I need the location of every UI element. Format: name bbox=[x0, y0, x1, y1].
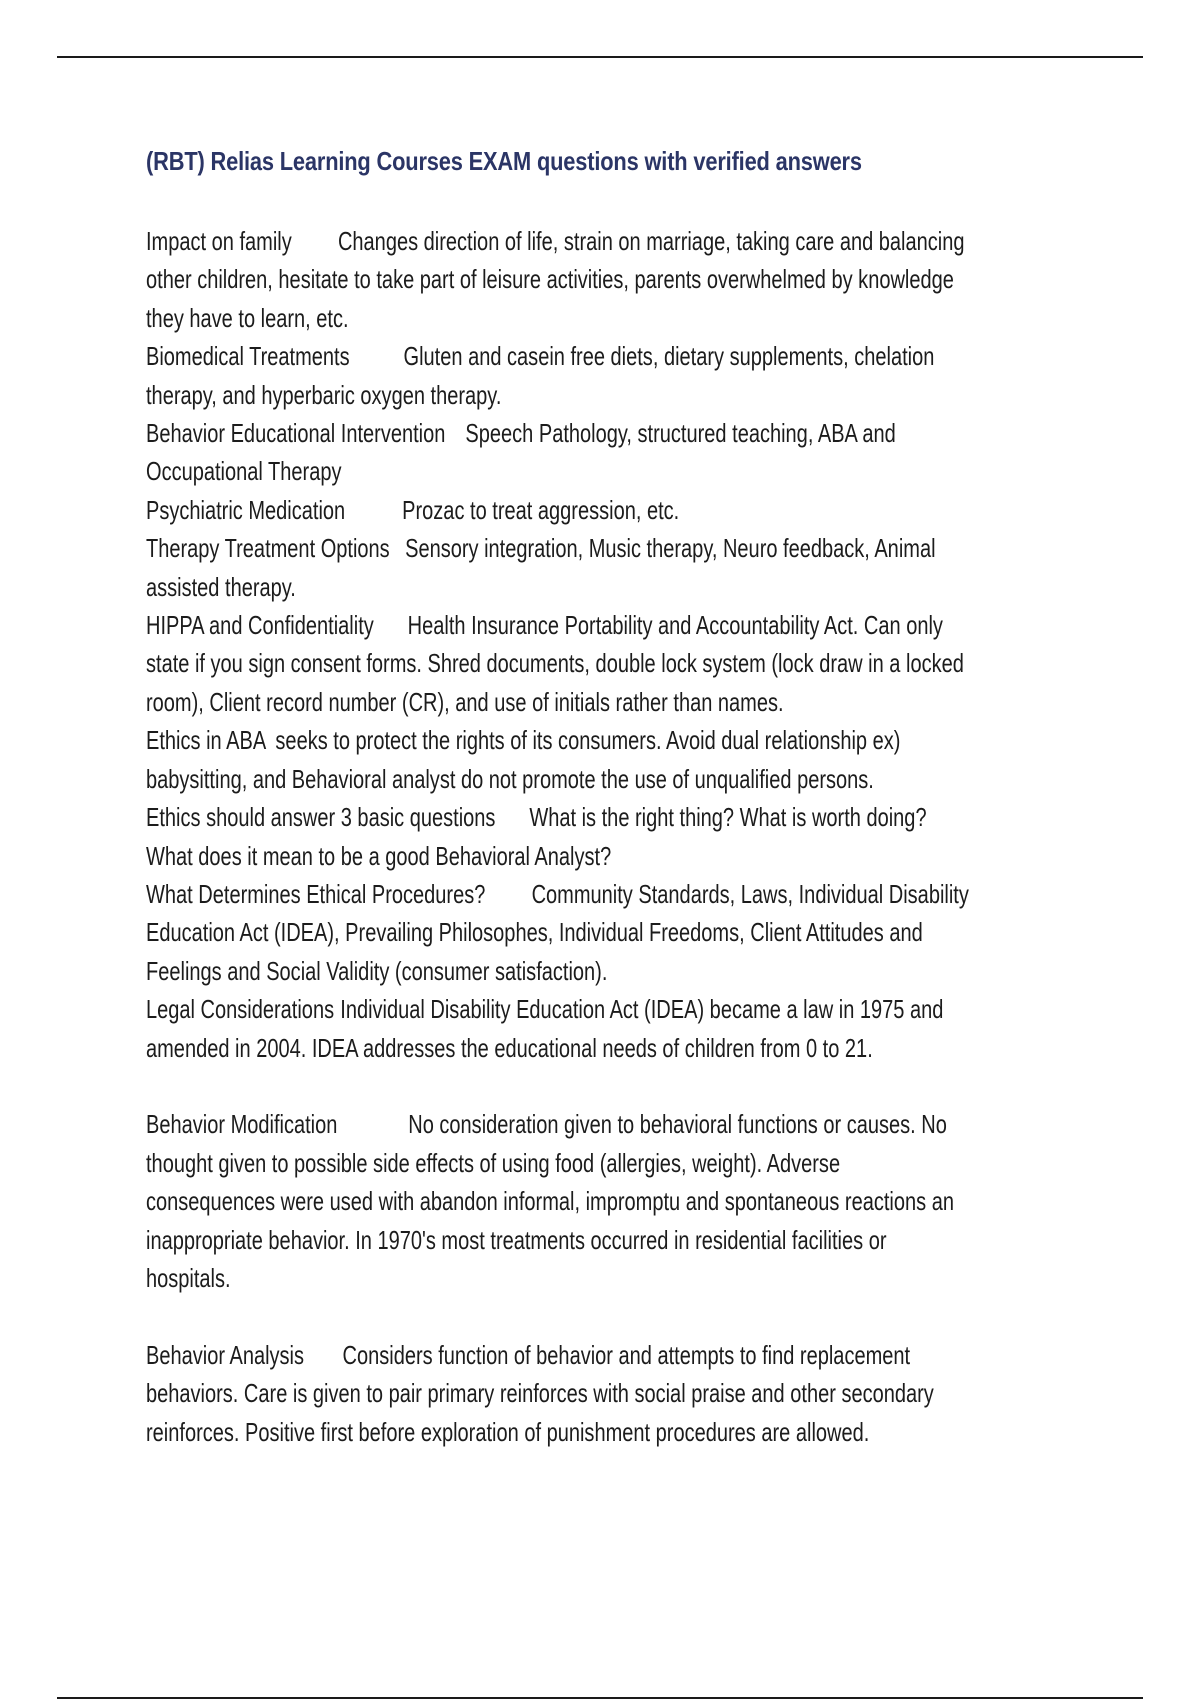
entry-definition-line: Occupational Therapy bbox=[146, 456, 342, 487]
entry-term: Behavior Analysis bbox=[146, 1339, 305, 1370]
top-divider bbox=[57, 56, 1143, 58]
entry-term: Behavior Modification bbox=[146, 1109, 338, 1140]
entry-definition-line: What does it mean to be a good Behavioral Analyst? bbox=[146, 840, 612, 871]
entry-term: Ethics in ABA bbox=[146, 725, 267, 756]
entry-definition-line: Education Act (IDEA), Prevailing Philosophes, Individual Freedoms, Client Attitudes and bbox=[146, 917, 923, 948]
entry-psychiatric-medication bbox=[146, 491, 1070, 529]
entry-definition-line: room), Client record number (CR), and use of initials rather than names. bbox=[146, 686, 784, 717]
entry-hippa-and-confidentiality bbox=[146, 606, 1070, 721]
entry-definition-line: Prozac to treat aggression, etc. bbox=[402, 494, 680, 525]
entry-term: Therapy Treatment Options bbox=[146, 533, 390, 564]
entry-behavior-educational-intervention bbox=[146, 414, 1070, 491]
document-body bbox=[146, 222, 1070, 1451]
entry-term: Impact on family bbox=[146, 226, 292, 256]
entry-biomedical-treatments bbox=[146, 337, 1070, 414]
entry-term: HIPPA and Confidentiality bbox=[146, 610, 374, 641]
entry-definition-line: seeks to protect the rights of its consumers. Avoid dual relationship ex) bbox=[275, 725, 901, 756]
entry-definition-line: therapy, and hyperbaric oxygen therapy. bbox=[146, 379, 502, 410]
entry-therapy-treatment-options bbox=[146, 529, 1070, 606]
entry-ethics-in-aba bbox=[146, 721, 1070, 798]
entry-definition-line: reinforces. Positive first before exploration of punishment procedures are allowed. bbox=[146, 1416, 870, 1447]
entry-legal-considerations bbox=[146, 990, 1070, 1067]
entry-definition-line: Health Insurance Portability and Accountability Act. Can only bbox=[407, 610, 943, 641]
entry-behavior-analysis bbox=[146, 1336, 1070, 1451]
entry-definition-line: consequences were used with abandon informal, impromptu and spontaneous reactions an bbox=[146, 1186, 954, 1217]
entry-behavior-modification bbox=[146, 1105, 1070, 1297]
entry-definition-line: Individual Disability Education Act (IDEA) became a law in 1975 and bbox=[340, 994, 944, 1025]
entry-ethical-procedures bbox=[146, 875, 1070, 990]
entry-definition-line: hospitals. bbox=[146, 1262, 231, 1293]
entry-definition-line: behaviors. Care is given to pair primary reinforces with social praise and other secondary bbox=[146, 1378, 934, 1409]
entry-definition-line: babysitting, and Behavioral analyst do not promote the use of unqualified persons. bbox=[146, 763, 874, 794]
entry-definition-line: assisted therapy. bbox=[146, 571, 296, 602]
entry-definition-line: they have to learn, etc. bbox=[146, 302, 349, 333]
page-title: (RBT) Relias Learning Courses EXAM questions with verified answers bbox=[146, 146, 862, 176]
entry-definition-line: Considers function of behavior and attempts to find replacement bbox=[342, 1339, 911, 1370]
entry-term: What Determines Ethical Procedures? bbox=[146, 878, 486, 909]
entry-definition-line: Speech Pathology, structured teaching, ABA and bbox=[465, 418, 896, 449]
entry-definition-line: Changes direction of life, strain on marriage, taking care and balancing bbox=[337, 226, 965, 256]
entry-definition-line: Gluten and casein free diets, dietary supplements, chelation bbox=[403, 341, 935, 372]
entry-definition-line: Feelings and Social Validity (consumer satisfaction). bbox=[146, 955, 608, 986]
entry-term: Biomedical Treatments bbox=[146, 341, 350, 372]
entry-term: Ethics should answer 3 basic questions bbox=[146, 802, 496, 833]
entry-impact-on-family bbox=[146, 222, 1070, 337]
entry-definition-line: state if you sign consent forms. Shred documents, double lock system (lock draw in a locked bbox=[146, 648, 964, 679]
entry-term: Behavior Educational Intervention bbox=[146, 418, 446, 449]
bottom-divider bbox=[57, 1697, 1143, 1699]
entry-definition-line: What is the right thing? What is worth doing? bbox=[529, 802, 927, 833]
entry-definition-line: Community Standards, Laws, Individual Disability bbox=[531, 878, 969, 909]
entry-definition-line: amended in 2004. IDEA addresses the educational needs of children from 0 to 21. bbox=[146, 1032, 873, 1063]
entry-definition-line: Sensory integration, Music therapy, Neuro feedback, Animal bbox=[405, 533, 936, 564]
entry-definition-line: thought given to possible side effects of using food (allergies, weight). Adverse bbox=[146, 1147, 841, 1178]
entry-term: Psychiatric Medication bbox=[146, 494, 346, 525]
entry-ethics-basic-questions bbox=[146, 798, 1070, 875]
entry-definition-line: No consideration given to behavioral functions or causes. No bbox=[408, 1109, 947, 1140]
entry-definition-line: inappropriate behavior. In 1970's most treatments occurred in residential facilities or bbox=[146, 1224, 887, 1255]
entry-definition-line: other children, hesitate to take part of leisure activities, parents overwhelmed by knowledge bbox=[146, 264, 954, 295]
entry-term: Legal Considerations bbox=[146, 994, 335, 1025]
